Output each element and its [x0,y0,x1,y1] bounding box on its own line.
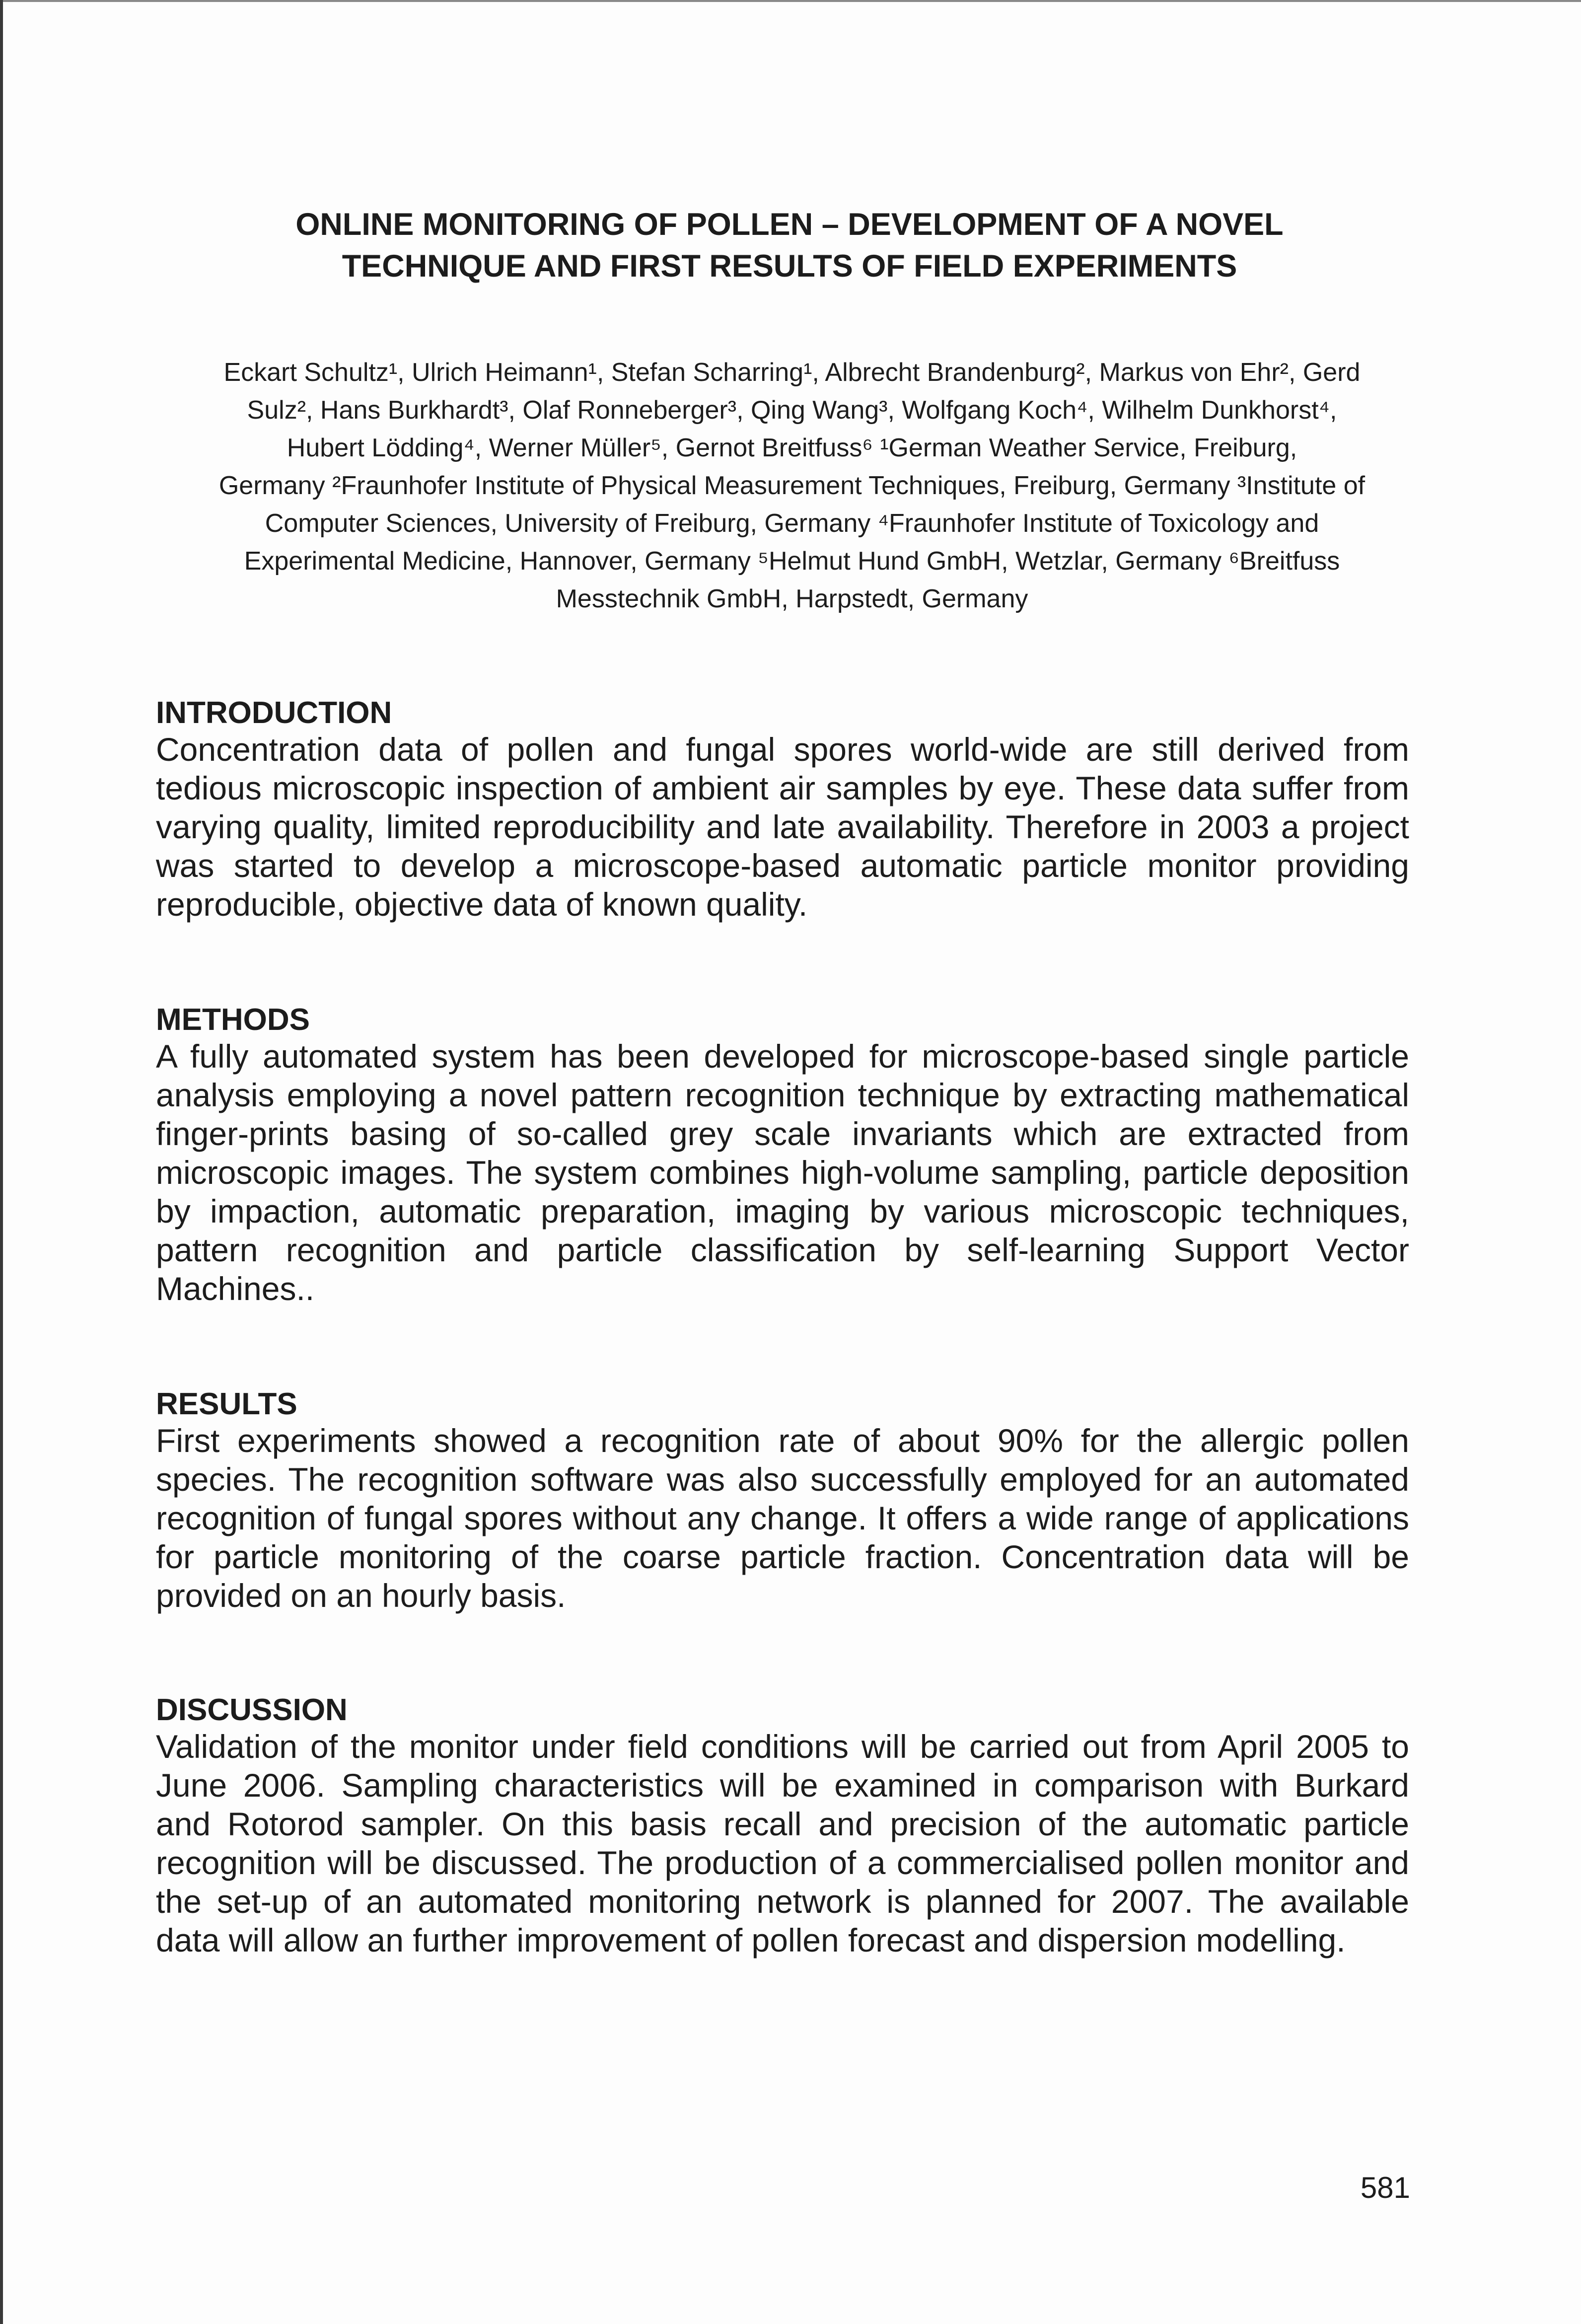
body-line: June 2006. Sampling characteristics will be examined in comparison with Burkard [156,1767,1409,1804]
section-heading-discussion: DISCUSSION [156,1693,348,1727]
title-line-1: ONLINE MONITORING OF POLLEN – DEVELOPMENT OF A NOVEL [295,207,1284,242]
author-line: Hubert Lödding⁴, Werner Müller⁵, Gernot Breitfuss⁶ ¹German Weather Service, Freiburg, [287,434,1297,462]
body-line: recognition of fungal spores without any change. It offers a wide range of applications [156,1500,1409,1536]
paper-title [179,204,1400,287]
body-line: for particle monitoring of the coarse particle fraction. Concentration data will be [156,1538,1409,1575]
body-line: finger-prints basing of so-called grey scale invariants which are extracted from [156,1115,1409,1152]
body-line: Machines.. [156,1270,315,1307]
page-number: 581 [1360,2171,1410,2204]
section-body-introduction [156,730,1409,924]
scan-edge-top [0,0,1581,2]
section-body-results [156,1421,1409,1615]
body-line: species. The recognition software was also successfully employed for an automated [156,1461,1409,1498]
body-line: data will allow an further improvement of pollen forecast and dispersion modelling. [156,1922,1346,1959]
section-heading-introduction: INTRODUCTION [156,696,392,730]
title-line-2: TECHNIQUE AND FIRST RESULTS OF FIELD EXPERIMENTS [342,249,1237,284]
body-line: reproducible, objective data of known quality. [156,886,808,923]
section-body-discussion [156,1727,1409,1960]
body-line: Concentration data of pollen and fungal spores world-wide are still derived from [156,731,1409,768]
body-line: recognition will be discussed. The production of a commercialised pollen monitor and [156,1844,1409,1881]
author-line: Sulz², Hans Burkhardt³, Olaf Ronneberger³, Qing Wang³, Wolfgang Koch⁴, Wilhelm Dunkhorst⁴, [247,396,1337,425]
body-line: tedious microscopic inspection of ambient air samples by eye. These data suffer from [156,770,1409,806]
body-line: provided on an hourly basis. [156,1577,566,1614]
body-line: A fully automated system has been developed for microscope-based single particle [156,1038,1409,1075]
author-line: Germany ²Fraunhofer Institute of Physical Measurement Techniques, Freiburg, Germany ³Institute of [218,471,1365,500]
scan-edge-left [0,0,3,2324]
author-line: Eckart Schultz¹, Ulrich Heimann¹, Stefan Scharring¹, Albrecht Brandenburg², Markus von Ehr², Gerd [223,358,1361,387]
author-line: Experimental Medicine, Hannover, Germany ⁵Helmut Hund GmbH, Wetzlar, Germany ⁶Breitfuss [244,547,1340,576]
body-line: First experiments showed a recognition rate of about 90% for the allergic pollen [156,1422,1409,1459]
author-line: Messtechnik GmbH, Harpstedt, Germany [556,584,1028,613]
body-line: by impaction, automatic preparation, imaging by various microscopic techniques, [156,1193,1409,1230]
body-line: microscopic images. The system combines high-volume sampling, particle deposition [156,1154,1409,1191]
body-line: pattern recognition and particle classification by self-learning Support Vector [156,1232,1409,1268]
body-line: and Rotorod sampler. On this basis recall and precision of the automatic particle [156,1806,1409,1842]
body-line: varying quality, limited reproducibility and late availability. Therefore in 2003 a project [156,808,1409,845]
body-line: the set-up of an automated monitoring network is planned for 2007. The available [156,1883,1409,1920]
body-line: Validation of the monitor under field conditions will be carried out from April 2005 to [156,1728,1409,1765]
body-line: was started to develop a microscope-based automatic particle monitor providing [156,847,1409,884]
author-affiliations [149,354,1435,618]
section-body-methods [156,1037,1409,1308]
section-heading-results: RESULTS [156,1387,297,1421]
section-heading-methods: METHODS [156,1003,310,1037]
body-line: analysis employing a novel pattern recognition technique by extracting mathematical [156,1077,1409,1113]
author-line: Computer Sciences, University of Freiburg, Germany ⁴Fraunhofer Institute of Toxicology and [265,509,1319,538]
